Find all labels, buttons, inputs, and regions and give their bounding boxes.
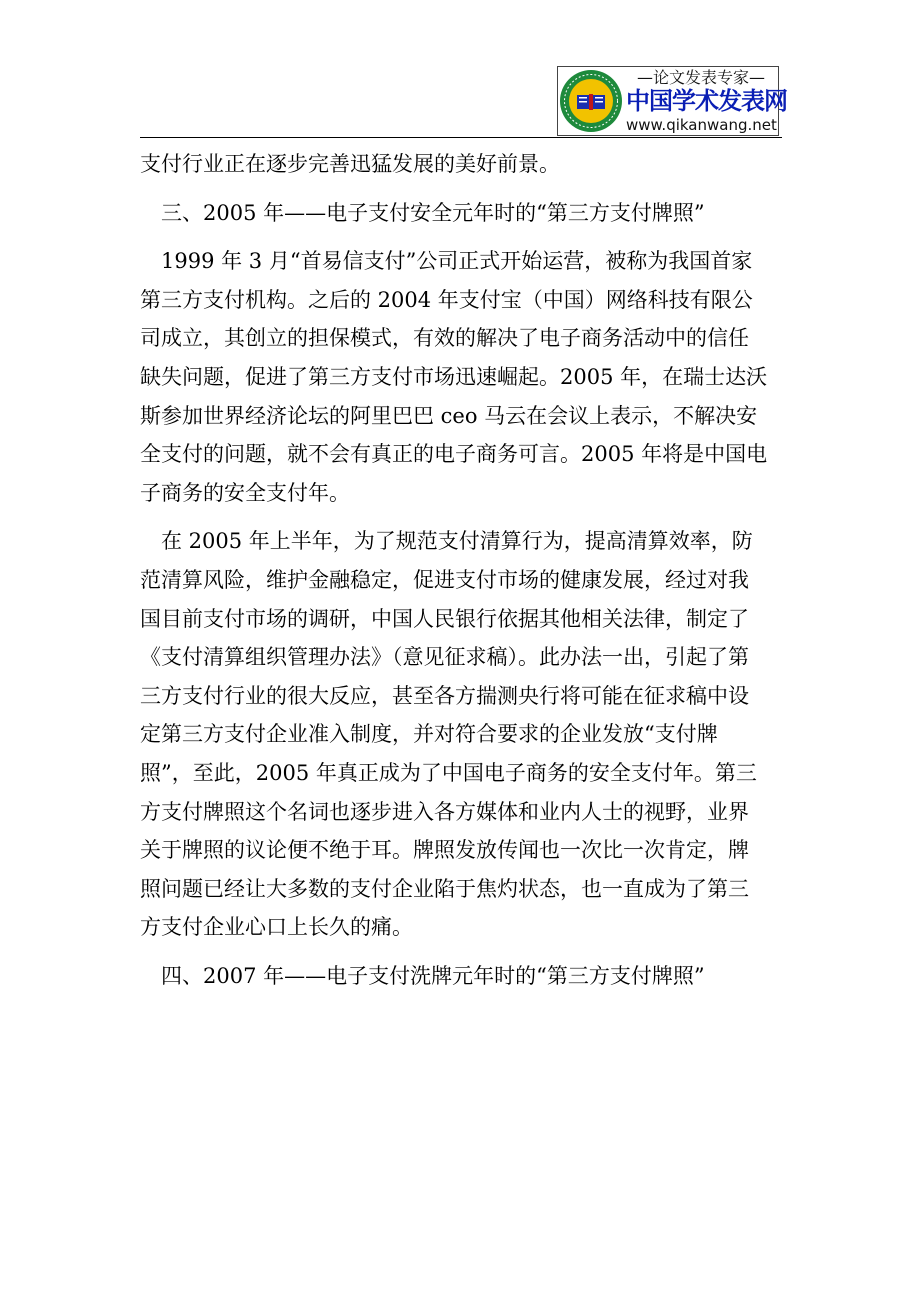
text-line: 1999 年 3 月“首易信支付”公司正式开始运营，被称为我国首家: [140, 249, 753, 274]
text-line: 方支付牌照这个名词也逐步进入各方媒体和业内人士的视野，业界: [140, 799, 749, 824]
logo-url: www.qikanwang.net: [626, 116, 777, 134]
document-body: [140, 145, 784, 995]
text-line: 司成立，其创立的担保模式，有效的解决了电子商务活动中的信任: [140, 326, 749, 351]
text-line: 关于牌照的议论便不绝于耳。牌照发放传闻也一次比一次肯定，牌: [140, 838, 749, 863]
seal-icon: [559, 68, 623, 134]
text-line: 三、2005 年——电子支付安全元年时的“第三方支付牌照”: [140, 200, 705, 225]
logo-name: 中国学术发表网: [626, 87, 787, 115]
paragraph-gap: [140, 512, 784, 522]
text-line: 斯参加世界经济论坛的阿里巴巴 ceo 马云在会议上表示，不解决安: [140, 403, 758, 428]
text-line: 全支付的问题，就不会有真正的电子商务可言。2005 年将是中国电: [140, 442, 768, 467]
text-line: 四、2007 年——电子支付洗牌元年时的“第三方支付牌照”: [140, 963, 705, 988]
text-line: 方支付企业心口上长久的痛。: [140, 915, 413, 940]
logo-tagline: —论文发表专家—: [636, 68, 765, 87]
text-line: 定第三方支付企业准入制度，并对符合要求的企业发放“支付牌: [140, 722, 718, 747]
text-line: 照问题已经让大多数的支付企业陷于焦灼状态，也一直成为了第三: [140, 876, 749, 901]
text-line: 照”，至此，2005 年真正成为了中国电子商务的安全支付年。第三: [140, 760, 757, 785]
paragraph-gap: [140, 184, 784, 194]
text-line: 在 2005 年上半年，为了规范支付清算行为，提高清算效率，防: [140, 529, 753, 554]
text-line: 缺失问题，促进了第三方支付市场迅速崛起。2005 年，在瑞士达沃: [140, 364, 768, 389]
paragraph-gap: [140, 232, 784, 242]
text-line: 支付行业正在逐步完善迅猛发展的美好前景。: [140, 152, 560, 176]
text-line: 子商务的安全支付年。: [140, 480, 350, 505]
site-logo: [557, 66, 787, 136]
text-line: 国目前支付市场的调研，中国人民银行依据其他相关法律，制定了: [140, 606, 749, 631]
text-line: 范清算风险，维护金融稳定，促进支付市场的健康发展，经过对我: [140, 567, 749, 592]
text-line: 三方支付行业的很大反应，甚至各方揣测央行将可能在征求稿中设: [140, 683, 749, 708]
header-rule: [140, 137, 782, 138]
text-line: 《支付清算组织管理办法》（意见征求稿）。此办法一出，引起了第: [140, 645, 749, 670]
paragraph-gap: [140, 947, 784, 957]
text-line: 第三方支付机构。之后的 2004 年支付宝（中国）网络科技有限公: [140, 287, 753, 312]
